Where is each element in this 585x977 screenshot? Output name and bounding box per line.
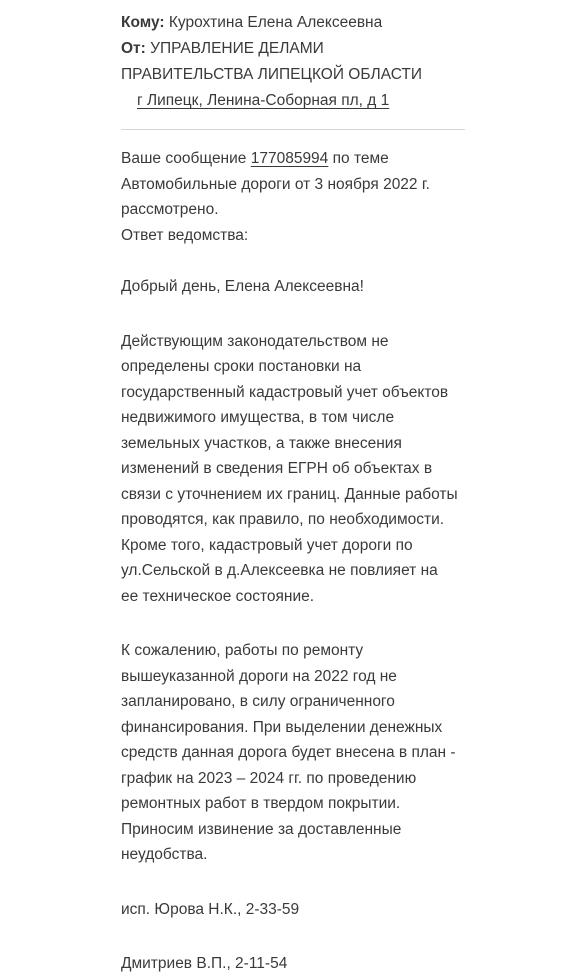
- sender-name-line1: УПРАВЛЕНИЕ ДЕЛАМИ: [150, 40, 324, 57]
- paragraph-line: земельных участков, а также внесения: [121, 434, 402, 452]
- paragraph-line: связи с уточнением их границ. Данные работы: [121, 485, 458, 503]
- intro-line3: рассмотрено.: [121, 201, 219, 218]
- paragraph-line: изменений в сведения ЕГРН об объектах в: [121, 460, 433, 477]
- spacer: [121, 248, 541, 274]
- recipient-line: [121, 10, 561, 36]
- paragraph-line: график на 2023 – 2024 гг. по проведению: [121, 769, 417, 787]
- paragraph-line: ремонтных работ в твердом покрытии.: [121, 795, 401, 812]
- sender-name-line2: ПРАВИТЕЛЬСТВА ЛИПЕЦКОЙ ОБЛАСТИ: [121, 66, 422, 83]
- sender-address-line: [121, 88, 561, 114]
- paragraph-line: определены сроки постановки на: [121, 358, 362, 375]
- executor-line: исп. Юрова Н.К., 2-33-59: [121, 900, 300, 918]
- paragraph-line: недвижимого имущества, в том числе: [121, 409, 395, 426]
- spacer: [121, 922, 541, 951]
- intro-before-id: Ваше сообщение: [121, 150, 251, 167]
- paragraph-line: Приносим извинение за доставленные: [121, 820, 402, 838]
- paragraph-line: финансирования. При выделении денежных: [121, 718, 443, 736]
- paragraph-line: неудобства.: [121, 846, 208, 863]
- from-label: От:: [121, 40, 146, 57]
- answer-label: Ответ ведомства:: [121, 226, 249, 244]
- paragraph-line: ее техническое состояние.: [121, 587, 315, 605]
- paragraph-legislation: [121, 329, 541, 610]
- paragraph-line: Действующим законодательством не: [121, 332, 389, 350]
- message-header: [121, 10, 561, 114]
- paragraph-line: ул.Сельской в д.Алексеевка не повлияет на: [121, 562, 438, 579]
- spacer: [121, 868, 541, 897]
- paragraph-line: проводятся, как правило, по необходимости.: [121, 511, 445, 528]
- recipient-name: Курохтина Елена Алексеевна: [168, 14, 383, 31]
- sender-line: [121, 36, 561, 62]
- paragraph-line: запланировано, в силу ограниченного: [121, 693, 395, 710]
- paragraph-line: государственный кадастровый учет объектов: [121, 383, 449, 401]
- message-body: [121, 146, 541, 977]
- paragraph-line: К сожалению, работы по ремонту: [121, 642, 364, 659]
- paragraph-repair: [121, 638, 541, 868]
- spacer: [121, 609, 541, 638]
- intro-line2: Автомобильные дороги от 3 ноября 2022 г.: [121, 175, 430, 193]
- sender-address-link[interactable]: г Липецк, Ленина-Соборная пл, д 1: [137, 92, 390, 109]
- paragraph-line: Кроме того, кадастровый учет дороги по: [121, 536, 413, 554]
- intro-after-id: по теме: [328, 150, 389, 167]
- header-divider: [121, 129, 465, 130]
- paragraph-line: вышеуказанной дороги на 2022 год не: [121, 667, 397, 685]
- spacer: [121, 300, 541, 329]
- intro-line1: [121, 146, 541, 172]
- signature-line: Дмитриев В.П., 2-11-54: [121, 955, 288, 972]
- to-label: Кому:: [121, 14, 165, 31]
- greeting: Добрый день, Елена Алексеевна!: [121, 278, 364, 295]
- paragraph-line: средств данная дорога будет внесена в план -: [121, 744, 456, 761]
- message-id-link[interactable]: 177085994: [250, 150, 329, 167]
